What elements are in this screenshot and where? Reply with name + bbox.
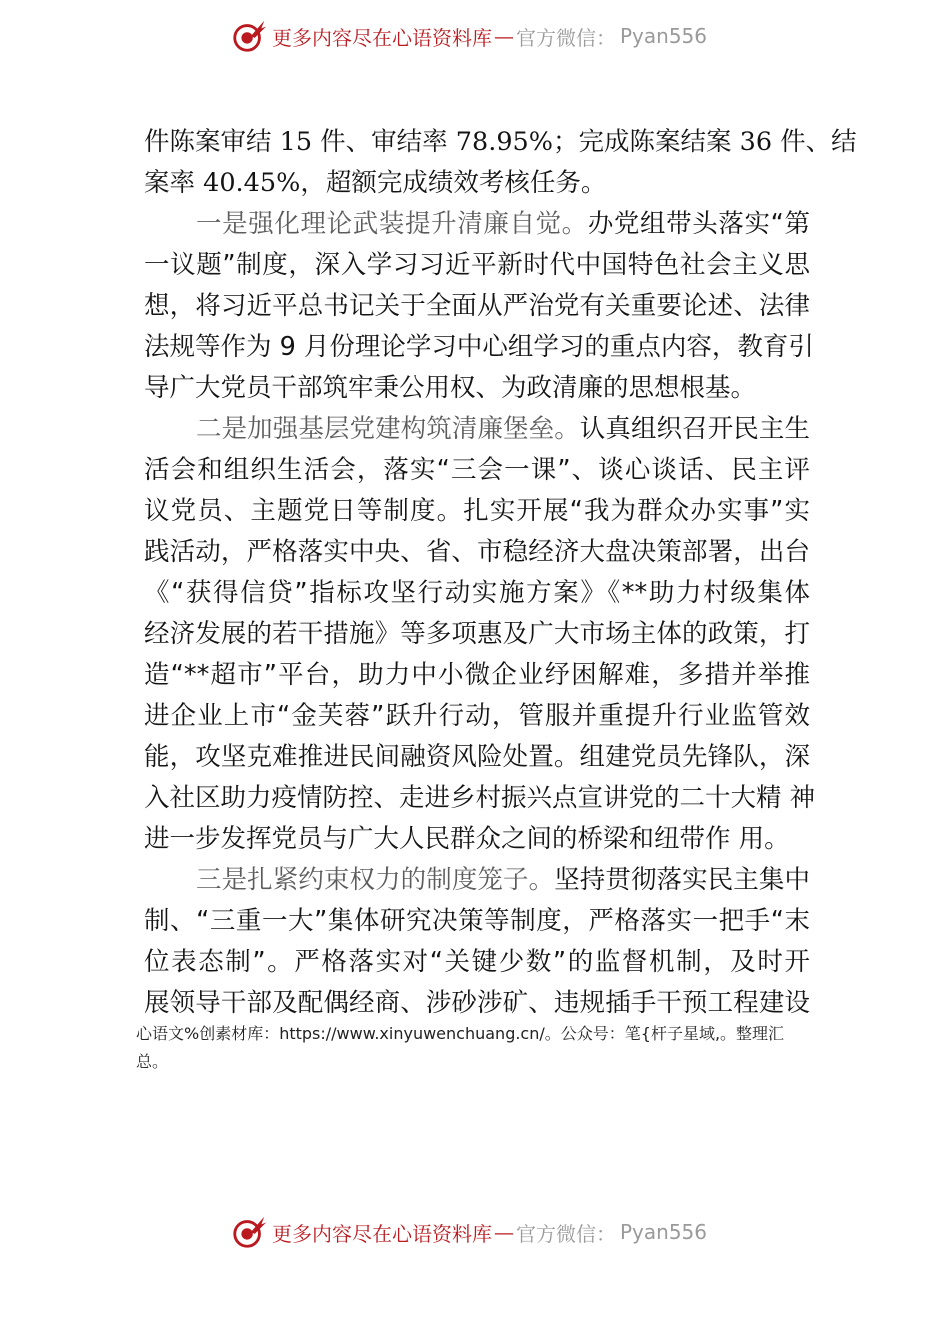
banner-wechat-label: 官方微信： <box>516 1221 616 1246</box>
quill-logo-icon <box>230 17 268 55</box>
text-line: 活会和组织生活会，落实“三会一课”、谈心谈话、民主评 <box>144 455 810 485</box>
text-line: 一议题”制度，深入学习习近平新时代中国特色社会主义思 <box>144 250 810 280</box>
banner-wechat-id: Pyan556 <box>620 24 708 48</box>
paragraph-2-lead: 二是加强基层党建构筑清廉堡垒。 <box>196 414 580 444</box>
text-line: 位表态制”。严格落实对“关键少数”的监督机制，及时开 <box>144 947 810 977</box>
text-line: 进一步发挥党员与广大人民群众之间的桥梁和纽带作 用。 <box>144 824 790 854</box>
text-line: 议党员、主题党日等制度。扎实开展“我为群众办实事”实 <box>144 496 810 526</box>
paragraph-2-first-line: 二是加强基层党建构筑清廉堡垒。认真组织召开民主生 <box>196 414 810 444</box>
text-line: 法规等作为 9 月份理论学习中心组学习的重点内容，教育引 <box>144 332 814 362</box>
text-line: 想，将习近平总书记关于全面从严治党有关重要论述、法律 <box>144 291 810 321</box>
text-line: 案率 40.45%，超额完成绩效考核任务。 <box>144 168 607 198</box>
text-line: 《“获得信贷”指标攻坚行动实施方案》《**助力村级集体 <box>144 578 810 608</box>
banner-wechat-label: 官方微信： <box>516 25 616 50</box>
text-line: 能，攻坚克难推进民间融资风险处置。组建党员先锋队，深 <box>144 742 810 772</box>
text-line: 践活动，严格落实中央、省、市稳经济大盘决策部署，出台 <box>144 537 810 567</box>
header-banner <box>230 16 707 56</box>
text-line: 造“**超市”平台，助力中小微企业纾困解难，多措并举推 <box>144 660 810 690</box>
footer-banner <box>230 1212 707 1252</box>
banner-dash: — <box>494 1220 514 1244</box>
text-line: 入社区助力疫情防控、走进乡村振兴点宣讲党的二十大精 神 <box>144 783 816 813</box>
banner-dash: — <box>494 24 514 48</box>
document-body <box>144 122 857 1024</box>
quill-logo-icon <box>230 1213 268 1251</box>
text-line: 件陈案审结 15 件、审结率 78.95%；完成陈案结案 36 件、结 <box>144 127 857 157</box>
paragraph-3-lead: 三是扎紧约束权力的制度笼子。 <box>196 865 555 895</box>
text-line: 经济发展的若干措施》等多项惠及广大市场主体的政策，打 <box>144 619 810 649</box>
paragraph-1-lead: 一是强化理论武装提升清廉自觉。 <box>196 209 588 239</box>
banner-brand: 更多内容尽在心语资料库 <box>272 1221 492 1246</box>
source-note: 心语文%创素材库：https://www.xinyuwenchuang.cn/。公众号：笔{杆子星域,。整理汇总。 <box>136 1024 785 1071</box>
paragraph-3-first-line: 三是扎紧约束权力的制度笼子。坚持贯彻落实民主集中 <box>196 865 810 895</box>
paragraph-1-first-line: 一是强化理论武装提升清廉自觉。办党组带头落实“第 <box>196 209 810 239</box>
banner-wechat-id: Pyan556 <box>620 1220 708 1244</box>
text-line: 导广大党员干部筑牢秉公用权、为政清廉的思想根基。 <box>144 373 757 403</box>
text-line: 展领导干部及配偶经商、涉砂涉矿、违规插手干预工程建设 <box>144 988 810 1018</box>
banner-brand: 更多内容尽在心语资料库 <box>272 25 492 50</box>
text-line: 进企业上市“金芙蓉”跃升行动，管服并重提升行业监管效 <box>144 701 810 731</box>
text-line: 制、“三重一大”集体研究决策等制度，严格落实一把手“末 <box>144 906 810 936</box>
